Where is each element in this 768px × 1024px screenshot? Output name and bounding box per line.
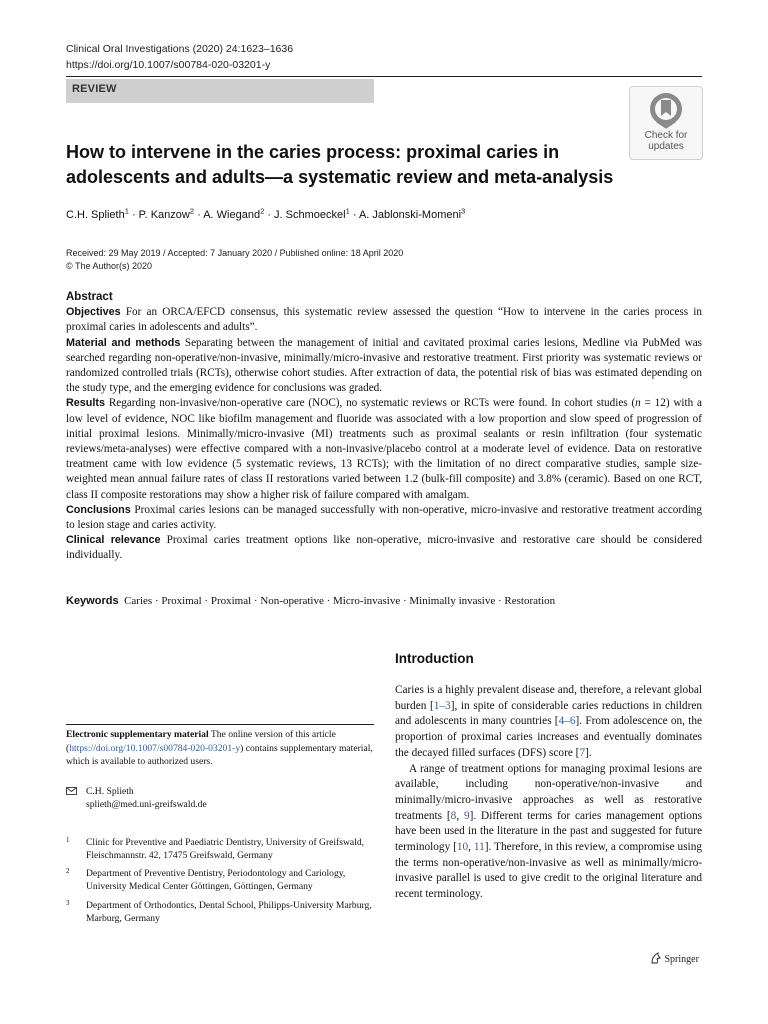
copyright-line: © The Author(s) 2020 <box>66 261 153 271</box>
correspondence-name: C.H. Splieth <box>86 786 134 797</box>
author-name[interactable]: A. Jablonski-Momeni <box>358 209 462 221</box>
check-for-updates-badge[interactable] <box>629 86 703 160</box>
springer-horse-icon <box>650 952 662 964</box>
author-affiliation-mark: 2 <box>189 206 195 216</box>
citation-link[interactable]: 10 <box>456 841 469 854</box>
doi-link[interactable]: https://doi.org/10.1007/s00784-020-03201-y <box>66 59 271 71</box>
citation-link[interactable]: 7 <box>579 746 586 759</box>
publisher-logo <box>650 952 699 965</box>
journal-header <box>66 41 293 73</box>
publication-dates <box>66 247 403 273</box>
author-affiliation-mark: 1 <box>345 206 350 216</box>
citation-link[interactable]: 8 <box>450 809 457 822</box>
abstract-heading: Abstract <box>66 291 113 303</box>
affiliation-text: Department of Preventive Dentistry, Periodontology and Cariology, University Medical Center Göttingen, Göttingen, Germany <box>86 868 346 892</box>
journal-citation: Clinical Oral Investigations (2020) 24:1623–1636 <box>66 43 294 55</box>
dates-line: Received: 29 May 2019 / Accepted: 7 January 2020 / Published online: 18 April 2020 <box>66 248 404 258</box>
correspondence-email[interactable]: splieth@med.uni-greifswald.de <box>86 798 207 810</box>
affiliation <box>66 899 374 927</box>
footnote-rule <box>66 724 374 725</box>
citation-link[interactable]: 9 <box>463 809 470 822</box>
header-rule <box>66 76 702 77</box>
abstract-methods: Material and methods Separating between the management of initial and cavitated proximal caries lesions, Medline via PubMed was searched regarding non-operative/non-invasive, minimally/micro-invasive and restorative treatment. First priority was systematic reviews or randomized controlled trials (RCTs), otherwise cohort studies. After extraction of data, the potential risk of bias was estimated depending on the study type, and the emerging evidence for conclusions was graded. <box>66 336 703 395</box>
affiliation <box>66 867 374 895</box>
mail-icon <box>66 787 77 795</box>
article-type-label: REVIEW <box>72 83 117 95</box>
introduction-paragraph: Caries is a highly prevalent disease and, therefore, a relevant global burden [1–3], in spite of considerable caries reductions in children and adolescents in many countries [4–6]. From adolescence on, the proportion of proximal caries increases and eventually dominates the decayed filled surfaces (DFS) score [7]. <box>395 684 702 759</box>
keywords <box>66 594 702 609</box>
author-affiliation-mark: 1 <box>124 206 129 216</box>
introduction-body <box>395 683 702 903</box>
article-type-banner <box>66 79 374 103</box>
affiliation-text: Clinic for Preventive and Paediatric Dentistry, University of Greifswald, Fleischmannstr. 42, 17475 Greifswald, Germany <box>86 837 365 861</box>
author-list: C.H. Splieth$^1$ · P. Kanzow$^2$ · A. Wiegand$^2$ · J. Schmoeckel$^1$ · A. Jablonski-Momeni$^3$ <box>66 206 466 221</box>
introduction-paragraph: A range of treatment options for managing proximal lesions are available, including non-operative/non-invasive and minimally/micro-invasive approaches as well as restorative treatments [8, 9]. Different terms for caries management options have been used in the literature in the past and suggested for future terminology [10, 11]. Therefore, in this review, a compromise using the terms non-operative/non-invasive as well as minimally/micro-invasive parallel is used to give credit to the original literature and recent terminology. <box>395 762 702 901</box>
copyright-icon: © <box>66 261 75 271</box>
abstract-results: Results Regarding non-invasive/non-operative care (NOC), no systematic reviews or RCTs were found. In cohort studies (n = 12) with a low level of evidence, NOC like biofilm management and fluoride was associated with a low proportion and slow speed of progression of initial proximal lesions. Minimally/micro-invasive (MI) treatments such as proximal sealants or resin infiltration (four systematic reviews/meta-analyses) were effective compared with a non-invasive/placebo control at a moderate level of evidence. Data on restorative treatment came with low evidence (5 systematic reviews, 13 RCTs); with the limitation of no direct comparative studies, sample size-weighted mean annual failure rates of class II restorations varied between 1.2 (bulk-fill composite) and 3.8% (ceramic). Based on one RCT, class II composite restorations may show a higher risk of failure compared with amalgam. <box>66 397 703 501</box>
introduction-heading: Introduction <box>395 651 474 666</box>
abstract-conclusions: Conclusions Proximal caries lesions can be managed successfully with non-operative, micro-invasive and restorative treatment according to lesion stage and caries activity. <box>66 503 702 532</box>
author-name[interactable]: J. Schmoeckel <box>274 209 346 221</box>
affiliation-number: 3 <box>66 899 70 907</box>
citation-link[interactable]: 11 <box>473 841 485 854</box>
abstract-objectives: Objectives For an ORCA/EFCD consensus, this systematic review assessed the question “How to intervene in the caries process in proximal caries in adolescents and adults”. <box>66 306 703 334</box>
author-name[interactable]: P. Kanzow <box>138 209 190 221</box>
correspondence <box>66 786 374 814</box>
affiliation <box>66 836 374 864</box>
article-title: How to intervene in the caries process: proximal caries in adolescents and adults—a systematic review and meta-analysis <box>66 142 614 187</box>
citation-link[interactable]: 4–6 <box>558 715 576 728</box>
affiliation-number: 1 <box>66 836 70 844</box>
check-updates-text: Check for updates <box>644 130 688 152</box>
supplementary-note: Electronic supplementary material The online version of this article (https://doi.org/10.1007/s00784-020-03201-y) contains supplementary material, which is available to authorized users. <box>66 729 373 767</box>
affiliation-text: Department of Orthodontics, Dental School, Philipps-University Marburg, Marburg, Germany <box>86 900 372 924</box>
abstract <box>66 290 702 564</box>
keywords-heading: Keywords <box>66 595 119 607</box>
author-name[interactable]: A. Wiegand <box>203 209 261 221</box>
abstract-clinical-relevance: Clinical relevance Proximal caries treatment options like non-operative, micro-invasive and restorative care should be considered individually. <box>66 534 702 562</box>
author-affiliation-mark: 3 <box>461 206 466 216</box>
affiliation-number: 2 <box>66 867 70 875</box>
keywords-list: Caries · Proximal · Proximal · Non-operative · Micro-invasive · Minimally invasive · Restoration <box>124 595 556 607</box>
publisher-name: Springer <box>664 954 699 965</box>
author-name[interactable]: C.H. Splieth <box>66 209 125 221</box>
check-updates-icon <box>648 91 684 129</box>
supplementary-heading: Electronic supplementary material <box>66 729 209 740</box>
author-affiliation-mark: 2 <box>260 206 265 216</box>
supplementary-link[interactable]: https://doi.org/10.1007/s00784-020-03201-y <box>69 742 241 754</box>
citation-link[interactable]: 1–3 <box>433 699 451 712</box>
